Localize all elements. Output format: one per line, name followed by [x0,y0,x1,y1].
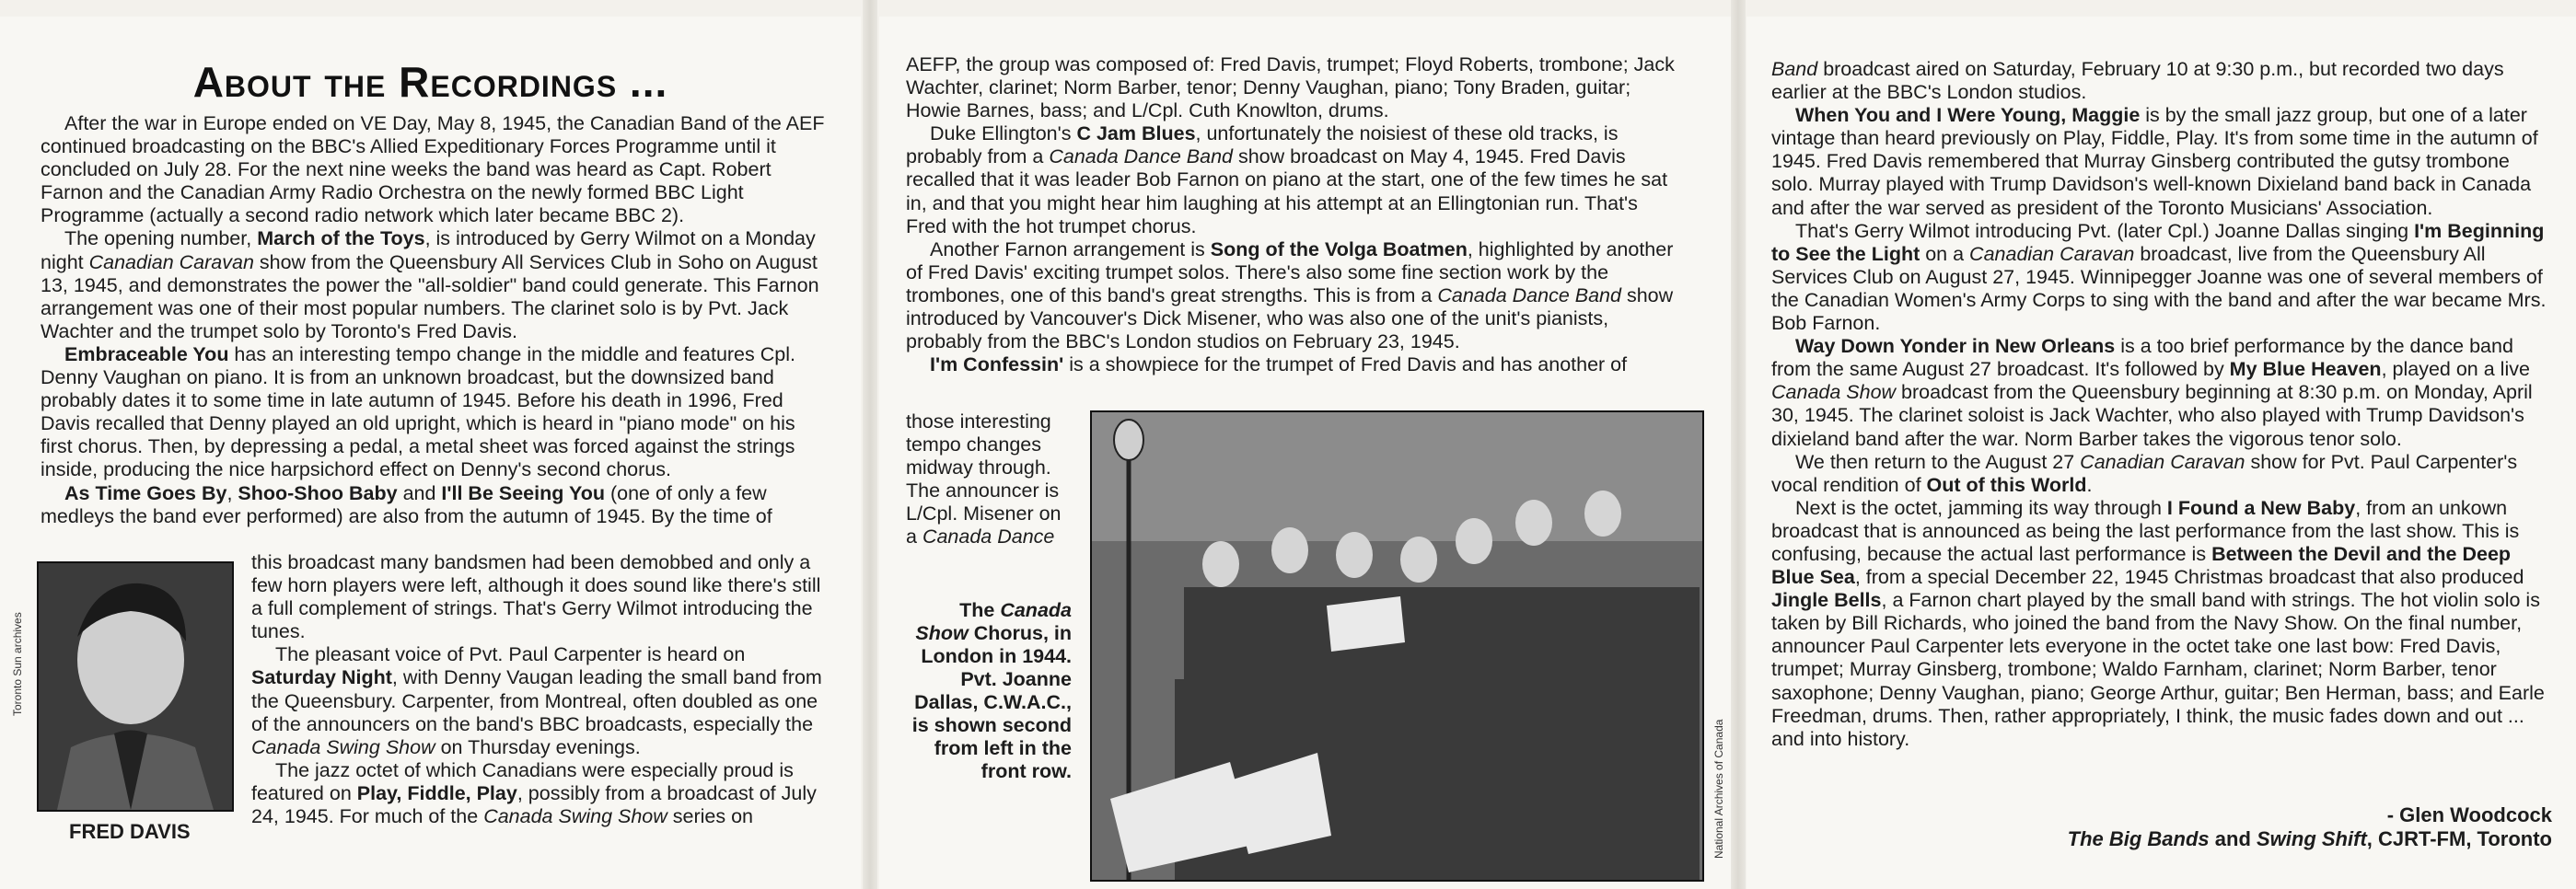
author-name: - Glen Woodcock [2386,803,2552,826]
middle-side-text [906,410,1072,549]
middle-panel [879,17,1731,889]
paragraph: AEFP, the group was composed of: Fred Davis, trumpet; Floyd Roberts, trombone; Jack Wachter, clarinet; Norm Barber, tenor; Denny Vaughan, piano; Tony Braden, guitar; Howie Barnes, bass; and L/Cpl. Cuth Knowlton, drums. [906,53,1675,122]
chorus-photo-caption: The Canada Show Chorus, in London in 1944. Pvt. Joanne Dallas, C.W.A.C., is shown second from left in the front row. [911,599,1072,782]
right-panel [1746,17,2576,889]
paragraph: The opening number, March of the Toys, is introduced by Gerry Wilmot on a Monday night Canadian Caravan show from the Queensbury All Services Club in Soho on August 13, 1945, and demonstrates the power the "all-soldier" band could generate. This Farnon arrangement was one of their most popular numbers. The clarinet solo is by Pvt. Jack Wachter and the trumpet solo by Toronto's Fred Davis. [41,227,819,342]
paragraph: Next is the octet, jamming its way through I Found a New Baby, from an unkown broadcast that is announced as being the last performance from the last show. This is confusing, because the actual last performance is Between the Devil and the Deep Blue Sea, from a special December 22, 1945 Christmas broadcast that also produced Jingle Bells, a Farnon chart played by the small band with strings. The hot violin solo is taken by Bill Richards, who joined the band from the Navy Show. On the final number, announcer Paul Carpenter lets everyone in the octet take one last bow: Fred Davis, trumpet; Murray Ginsberg, trombone; Waldo Farnham, clarinet; Norm Barber, tenor saxophone; Denny Vaughan, piano; George Arthur, guitar; Ben Herman, bass; and Earle Freedman, drums. Then, rather appropriately, I think, the music fades down and out ... and into history. [1771,496,2545,750]
paragraph: That's Gerry Wilmot introducing Pvt. (later Cpl.) Joanne Dallas singing I'm Beginning to See the Light on a Canadian Caravan broadcast, live from the Queensbury All Services Club on August 27, 1945. Winnipegger Joanne was one of several members of the Canadian Women's Army Corps to sing with the band and after the war became Mrs. Bob Farnon. [1771,219,2547,335]
paragraph: Duke Ellington's C Jam Blues, unfortunately the noisiest of these old tracks, is probably from a Canada Dance Band show broadcast on May 4, 1945. Fred Davis recalled that it was leader Bob Farnon on piano at the start, one of the few times he sat in, and that you might hear him laughing at his attempt at an Ellingtonian run. That's Fred with the hot trumpet chorus. [906,122,1668,237]
photo-credit: Toronto Sun archives [11,612,24,716]
paragraph: The pleasant voice of Pvt. Paul Carpenter is heard on Saturday Night, with Denny Vaugan leading the small band from the Queensbury. Carpenter, from Montreal, often doubled as one of the announcers on the band's BBC broadcasts, especially the Canada Swing Show on Thursday evenings. [251,643,822,758]
canada-show-chorus-photo [1090,410,1704,882]
author-signoff [2068,803,2552,851]
author-affiliation: The Big Bands and Swing Shift, CJRT-FM, Toronto [2067,827,2552,850]
photo-caption: FRED DAVIS [69,820,191,843]
photo-credit: National Archives of Canada [1712,719,1725,859]
paragraph: those interesting tempo changes midway through. The announcer is L/Cpl. Misener on a Canada Dance [906,410,1062,548]
paragraph: We then return to the August 27 Canadian Caravan show for Pvt. Paul Carpenter's vocal rendition of Out of this World. [1771,450,2518,496]
left-panel [0,17,861,889]
fred-davis-photo [37,561,234,812]
paragraph: Embraceable You has an interesting tempo change in the middle and features Cpl. Denny Vaughan on piano. It is from an unknown broadcast, but the downsized band probably dates it to some time in late autumn of 1945. Before his death in 1996, Fred Davis recalled that Denny played an old upright, which is heard in "piano mode" on his first chorus. Then, by depressing a pedal, a metal sheet was forced against the strings inside, producing the nice harpsichord effect on Denny's second chorus. [41,342,795,481]
page-fold [863,0,877,889]
page-title: About the Recordings ... [192,58,668,106]
middle-column-text [906,53,1684,376]
left-column-text [41,112,832,528]
page-fold [1731,0,1746,889]
right-column-text [1771,58,2549,751]
paragraph: As Time Goes By, Shoo-Shoo Baby and I'll Be Seeing You (one of only a few medleys the band ever performed) are also from the autumn of 1945. By the time of [41,481,772,527]
paragraph: After the war in Europe ended on VE Day, May 8, 1945, the Canadian Band of the AEF continued broadcasting on the BBC's Allied Expeditionary Forces Programme until it concluded on July 28. For the next nine weeks the band was heard as Capt. Robert Farnon and the Canadian Army Radio Orchestra on the newly formed BBC Light Programme (actually a second radio network which later became BBC 2). [41,112,825,227]
paragraph: this broadcast many bandsmen had been demobbed and only a few horn players were left, although it does sound like there's still a full complement of strings. That's Gerry Wilmot introducing the tunes. [251,551,821,643]
paragraph: I'm Confessin' is a showpiece for the trumpet of Fred Davis and has another of [930,353,1628,376]
paragraph: When You and I Were Young, Maggie is by the small jazz group, but one of a later vintage than heard previously on Play, Fiddle, Play. It's from some time in the autumn of 1945. Fred Davis remembered that Murray Ginsberg contributed the gutsy trombone solo. Murray played with Trump Davidson's well-known Dixieland band back in Canada and after the war served as president of the Toronto Musicians' Association. [1771,104,2538,219]
paragraph: Another Farnon arrangement is Song of the Volga Boatmen, highlighted by another of Fred Davis' exciting trumpet solos. There's also some fine section work by the trombones, one of this band's great strengths. This is from a Canada Dance Band show introduced by Vancouver's Dick Misener, who was also one of the unit's pianists, probably from the BBC's London studios on February 23, 1945. [906,237,1674,353]
paragraph: Way Down Yonder in New Orleans is a too brief performance by the dance band from the same August 27 broadcast. It's followed by My Blue Heaven, played on a live Canada Show broadcast from the Queensbury beginning at 8:30 p.m. on Monday, April 30, 1945. The clarinet soloist is Jack Wachter, who also played with Trump Davidson's dixieland band after the war. Norm Barber takes the vigorous tenor solo. [1771,335,2533,450]
paragraph: Band broadcast aired on Saturday, February 10 at 9:30 p.m., but recorded two days earlier at the BBC's London studios. [1771,58,2504,104]
paragraph: The jazz octet of which Canadians were especially proud is featured on Play, Fiddle, Play, possibly from a broadcast of July 24, 1945. For much of the Canada Swing Show series on [251,758,817,828]
left-column-wrap-text [251,551,831,828]
